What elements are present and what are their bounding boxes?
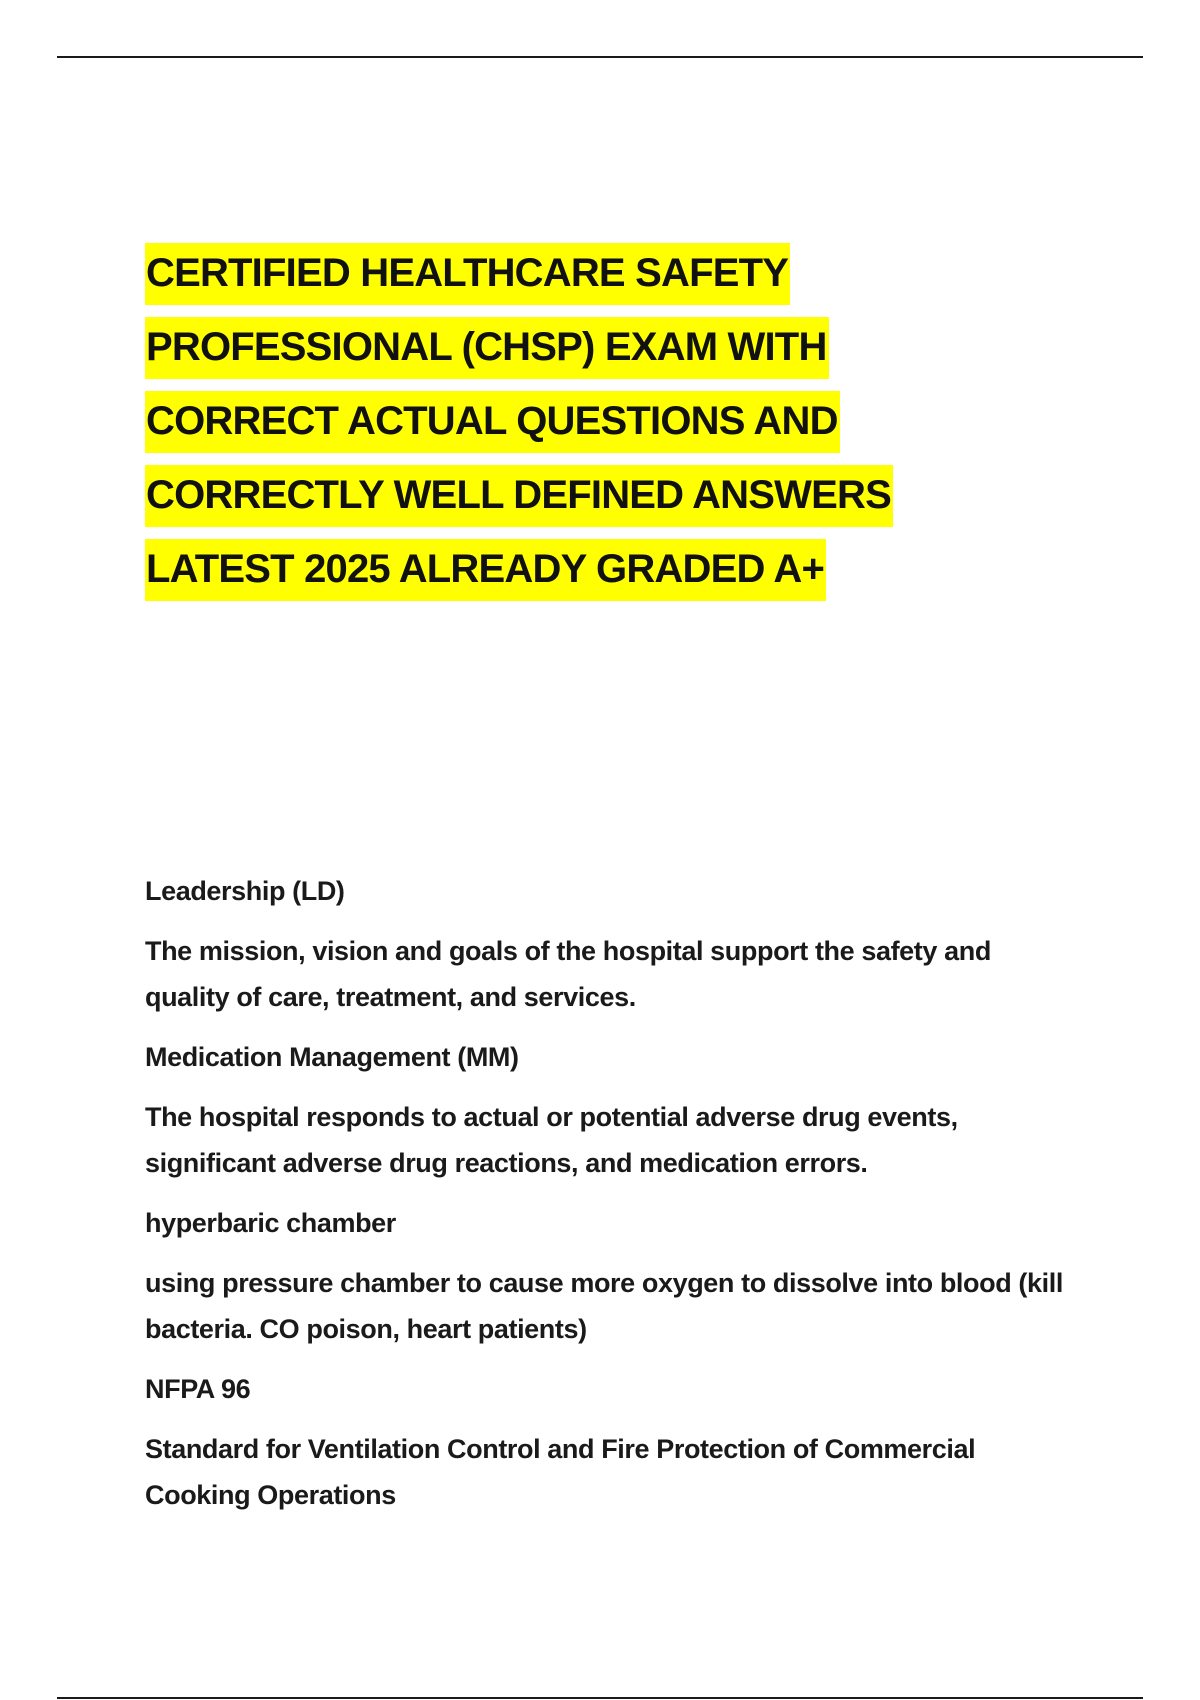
entry-definition-nfpa-96: Standard for Ventilation Control and Fire Protection of Commercial Cooking Operations [145,1434,976,1510]
entry-term-medication-management: Medication Management (MM) [145,1042,519,1072]
entry-definition-hyperbaric-chamber: using pressure chamber to cause more oxygen to dissolve into blood (kill bacteria. CO poison, heart patients) [145,1268,1063,1344]
entry-term-nfpa-96: NFPA 96 [145,1374,251,1404]
entry-definition-leadership: The mission, vision and goals of the hospital support the safety and quality of care, treatment, and services. [145,936,991,1012]
title-line-4: CORRECTLY WELL DEFINED ANSWERS [145,458,1045,532]
entry-term-hyperbaric-chamber: hyperbaric chamber [145,1208,396,1238]
entry-term-leadership: Leadership (LD) [145,876,345,906]
document-title [145,236,1045,606]
title-line-2: PROFESSIONAL (CHSP) EXAM WITH [145,310,1045,384]
title-line-3: CORRECT ACTUAL QUESTIONS AND [145,384,1045,458]
bottom-divider [57,1697,1143,1699]
title-line-1: CERTIFIED HEALTHCARE SAFETY [145,236,1045,310]
top-divider [57,56,1143,58]
title-line-5: LATEST 2025 ALREADY GRADED A+ [145,532,1045,606]
entry-definition-medication-management: The hospital responds to actual or potential adverse drug events, significant adverse drug reactions, and medication errors. [145,1102,958,1178]
question-answer-list [145,868,1075,1532]
